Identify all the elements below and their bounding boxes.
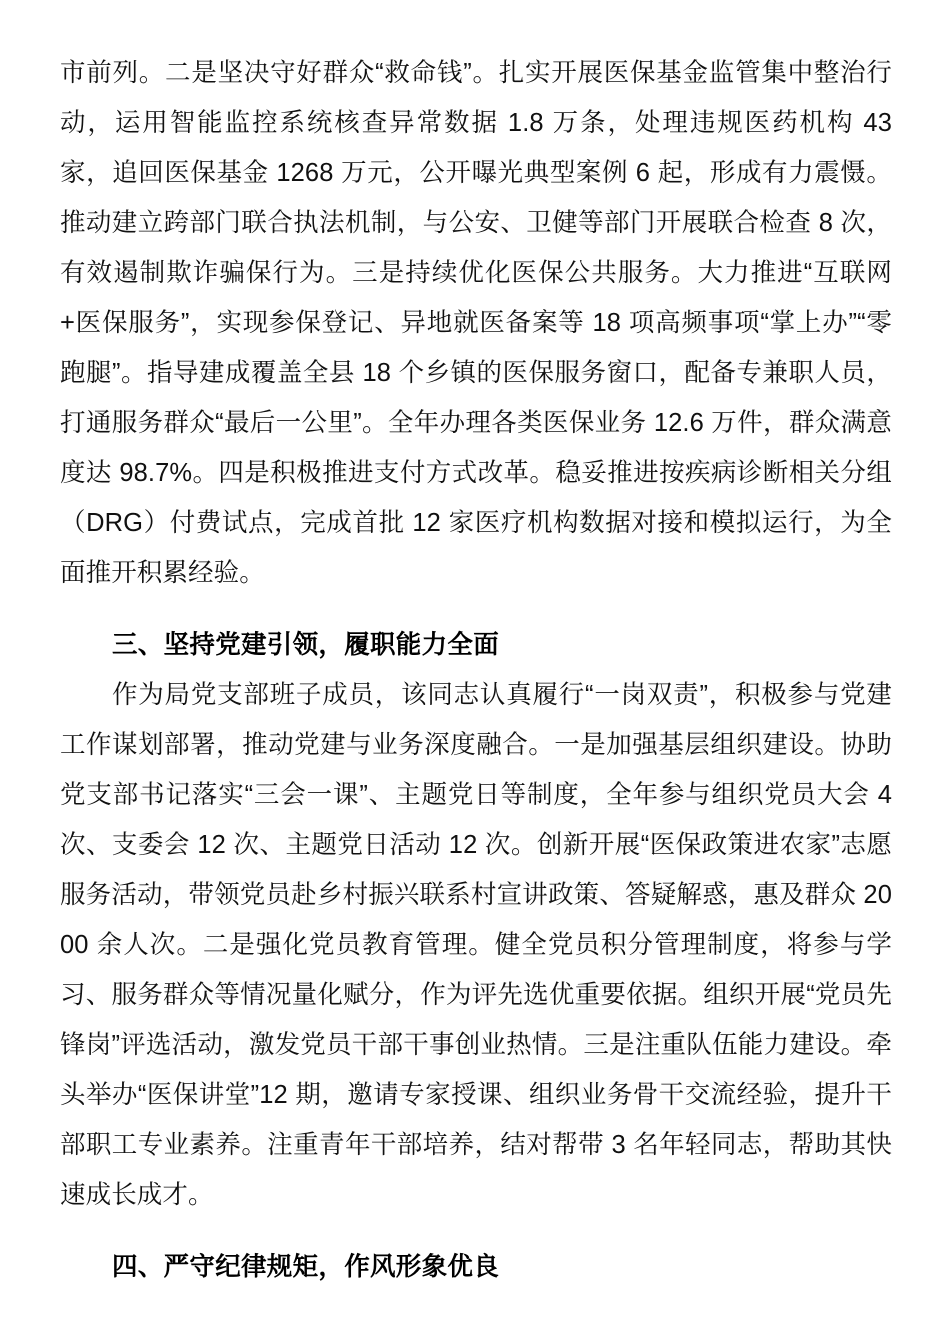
- paragraph-section-two-continued: 市前列。二是坚决守好群众“救命钱”。扎实开展医保基金监管集中整治行动，运用智能监控系统核查异常数据 1.8 万条，处理违规医药机构 43 家，追回医保基金 1268 万元，公开曝光典型案例 6 起，形成有力震慑。推动建立跨部门联合执法机制，与公安、卫健等部门开展联合检查 8 次，有效遏制欺诈骗保行为。三是持续优化医保公共服务。大力推进“互联网+医保服务”，实现参保登记、异地就医备案等 18 项高频事项“掌上办”“零跑腿”。指导建成覆盖全县 18 个乡镇的医保服务窗口，配备专兼职人员，打通服务群众“最后一公里”。全年办理各类医保业务 12.6 万件，群众满意度达 98.7%。四是积极推进支付方式改革。稳妥推进按疾病诊断相关分组（DRG）付费试点，完成首批 12 家医疗机构数据对接和模拟运行，为全面推开积累经验。: [60, 59, 892, 587]
- heading-section-three: 三、坚持党建引领，履职能力全面: [112, 631, 500, 659]
- paragraph-spacer: [60, 1220, 892, 1242]
- heading-section-four: 四、严守纪律规矩，作风形象优良: [112, 1253, 500, 1281]
- paragraph-spacer: [60, 598, 892, 620]
- paragraph-section-three-body: 作为局党支部班子成员，该同志认真履行“一岗双责”，积极参与党建工作谋划部署，推动党建与业务深度融合。一是加强基层组织建设。协助党支部书记落实“三会一课”、主题党日等制度，全年参与组织党员大会 4 次、支委会 12 次、主题党日活动 12 次。创新开展“医保政策进农家”志愿服务活动，带领党员赴乡村振兴联系村宣讲政策、答疑解惑，惠及群众 2000 余人次。二是强化党员教育管理。健全党员积分管理制度，将参与学习、服务群众等情况量化赋分，作为评先选优重要依据。组织开展“党员先锋岗”评选活动，激发党员干部干事创业热情。三是注重队伍能力建设。牵头举办“医保讲堂”12 期，邀请专家授课、组织业务骨干交流经验，提升干部职工专业素养。注重青年干部培养，结对帮带 3 名年轻同志，帮助其快速成长成才。: [60, 681, 892, 1209]
- document-body: [60, 48, 892, 1292]
